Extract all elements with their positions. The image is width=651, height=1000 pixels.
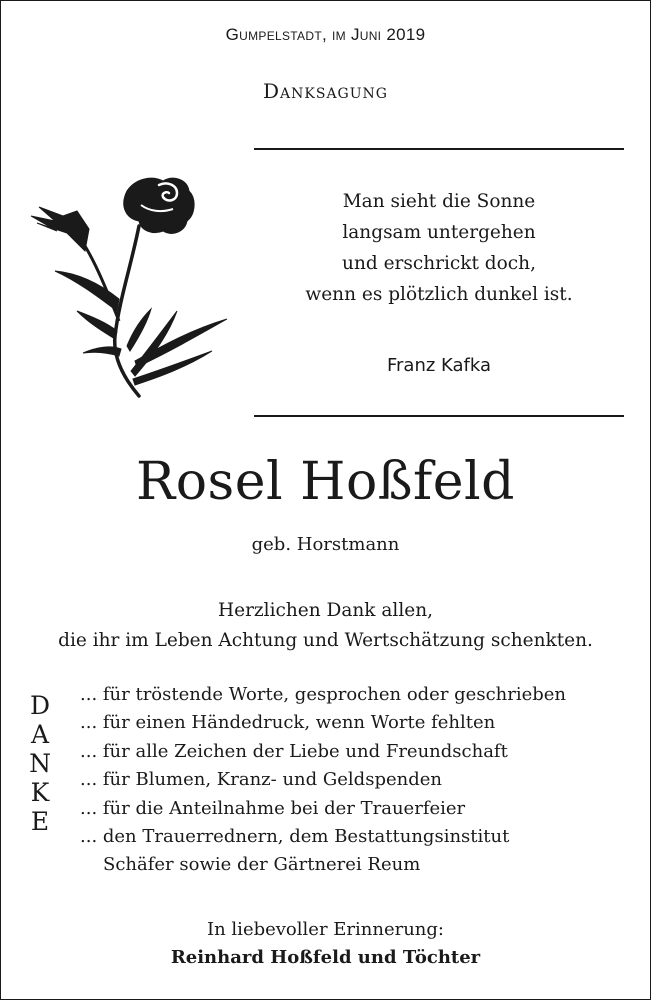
list-item: ... für alle Zeichen der Liebe und Freundschaft — [80, 740, 508, 762]
acrostic-letters — [25, 691, 55, 836]
birth-name: geb. Horstmann — [251, 534, 400, 555]
quote-line: und erschrickt doch, — [342, 253, 536, 274]
quote-line: Man sieht die Sonne — [342, 191, 536, 212]
thanks-line: Herzlichen Dank allen, — [218, 600, 433, 621]
acrostic-letter: K — [30, 778, 50, 807]
signers: Reinhard Hoßfeld und Töchter — [170, 947, 481, 968]
deceased-name: Rosel Hoßfeld — [136, 452, 515, 512]
thanks-text — [1, 596, 650, 656]
quote-author: Franz Kafka — [386, 355, 492, 376]
rose-flower-icon — [27, 171, 237, 401]
list-item: ... für Blumen, Kranz- und Geldspenden — [80, 769, 442, 791]
remembrance-line: In liebevoller Erinnerung: — [207, 919, 444, 940]
place-date: Gumpelstadt, im Juni 2019 — [225, 25, 426, 44]
acrostic-letter: A — [30, 720, 50, 749]
divider-bottom — [254, 415, 624, 417]
list-item: ... für die Anteilnahme bei der Trauerfeier — [80, 797, 466, 819]
page-title: Danksagung — [263, 79, 388, 103]
list-item: ... für tröstende Worte, gesprochen oder geschrieben — [80, 684, 567, 705]
acrostic-letter: D — [29, 691, 51, 720]
list-item: ... für einen Händedruck, wenn Worte fehlten — [80, 712, 496, 734]
acrostic-letter: N — [29, 749, 51, 778]
thanks-list — [80, 681, 645, 880]
acrostic-letter: E — [30, 807, 50, 836]
list-item: ... den Trauerrednern, dem Bestattungsinstitut — [80, 826, 510, 848]
list-item-continuation: Schäfer sowie der Gärtnerei Reum — [103, 854, 421, 876]
thanks-line: die ihr im Leben Achtung und Wertschätzung schenkten. — [58, 630, 593, 651]
quote-line: wenn es plötzlich dunkel ist. — [305, 284, 573, 305]
quote-block — [254, 186, 624, 310]
divider-top — [254, 148, 624, 150]
quote-line: langsam untergehen — [342, 222, 536, 243]
